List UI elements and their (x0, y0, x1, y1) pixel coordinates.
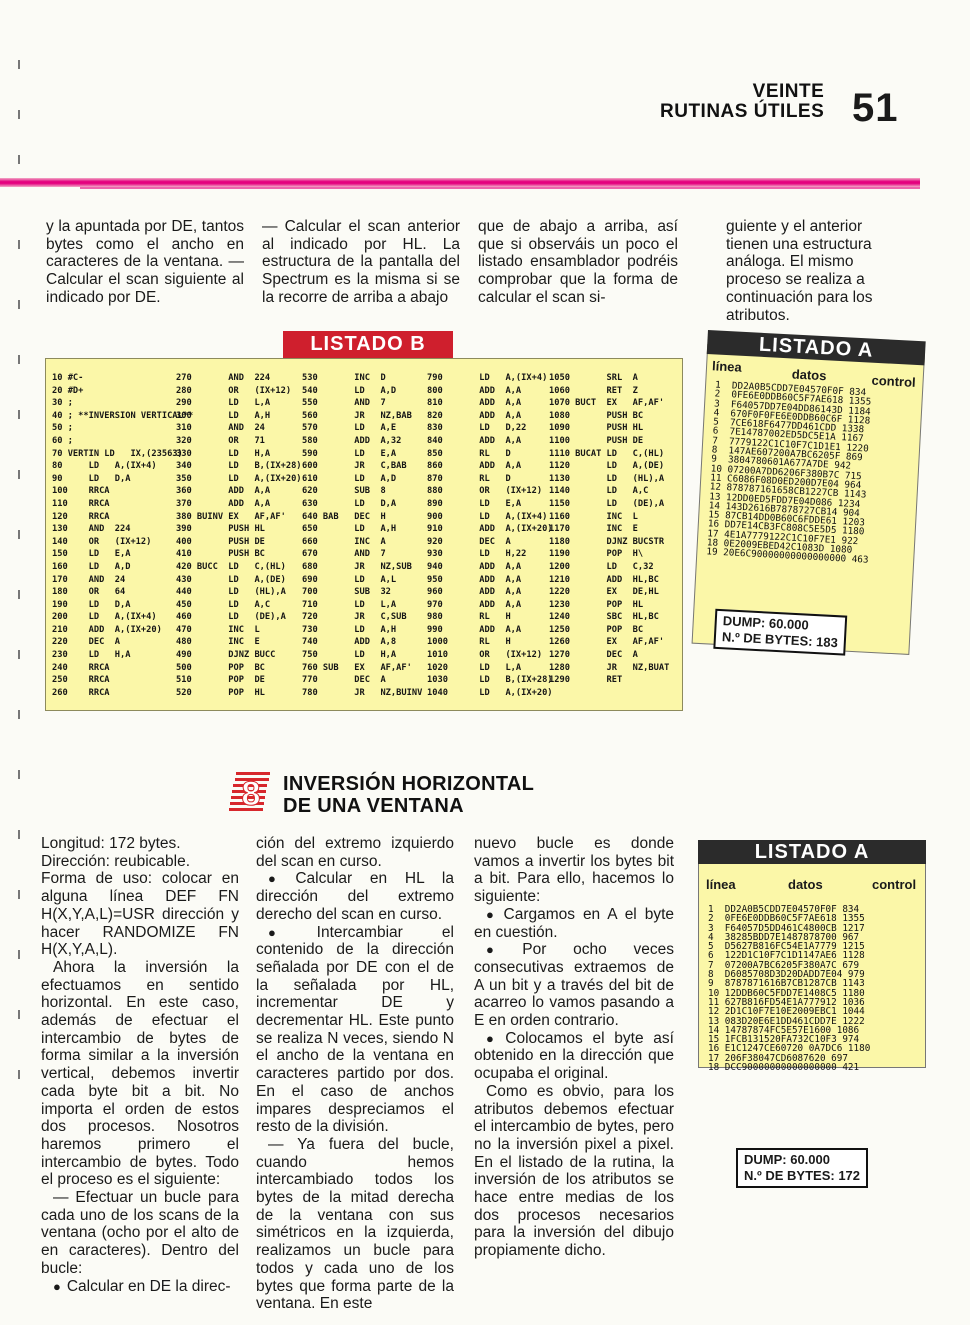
listado-b-title: LISTADO B (283, 331, 453, 358)
listado-a-top-bytes-label: N.º DE BYTES: 183 (721, 629, 839, 651)
listado-a-bottom-title: LISTADO A (698, 840, 926, 864)
listado-a-top-datos-header: datos (791, 366, 827, 384)
listado-b-column-2: 270 AND 224 280 OR (IX+12) 290 LD L,A 300 LD A,H 310 AND 24 320 OR 71 330 LD H,A 340 LD B,(IX+28) 350 LD A,(IX+20) 360 ADD A,A 370 ADD A,A 380 BUINV EX AF,AF' 390 PUSH HL 400 PUSH DE 410 PUSH BC 420 BUCC LD C,(HL) 430 LD A,(DE) 440 LD (HL),A 450 LD A,C 460 LD (DE),A 470 INC L 480 INC E 490 DJNZ BUCC 500 POP BC 510 POP DE 520 POP HL (176, 373, 302, 698)
body-column-1: Longitud: 172 bytes. Dirección: reubicable. Forma de uso: colocar en alguna línea DEF FN H(X,Y,A,L)=USR dirección y hacer RANDOMIZE FN H(X,Y,A,L). Ahora la inversión la efectuamos en sentido horizontal. En este caso, además de efectuar el intercambio de bytes de forma similar a la inversión vertical, debemos invertir cada byte bit a bit. No importa el orden de estos dos procesos. Nosotros haremos primero el intercambio de bytes. Todo el proceso es el siguiente: — Efectuar un bucle para cada uno de los scans de la ventana (ocho por el alto de en caracteres). Dentro del bucle: ● Calcular en DE la direc- (41, 835, 239, 1295)
listado-a-bottom-dump-label: DUMP: 60.000 (744, 1152, 830, 1167)
page-edge-marks (0, 0, 26, 1325)
section-title-line-2: DE UNA VENTANA (283, 795, 464, 817)
header-line-2: RUTINAS ÚTILES (660, 101, 825, 122)
listado-a-bottom-linea-header: línea (706, 877, 736, 892)
listado-a-bottom-datos-header: datos (788, 877, 823, 892)
listado-a-top-rows: 1 DD2A0B5CDD7E04570F0F 834 2 0FE6E0DDB60C5F7AE618 1355 3 F64057DD7E04DD86143D 1184 4 670F0F0FE6E0DDB60C6F 1128 5 7CE618F6477DD461CDD 1338 6 7E14787002ED5DC5E1A 1167 7 7779122C1C10F7C1D1E1 1220 8 147AE607200A7BC6205F 869 9 3804780601A677A7DE 942 10 07200A7DD6206F380B7C 715 11 C6086F08D0ED200D7E04 964 12 878787161658CB1227CB 1143 13 12DD0ED5FDD7E04D086 1234 14 143D2616B7878727CB14 904 15 87CB14DD0B60C6FDDE61 1203 16 DD7E14CB3FC808C5E5D5 1180 17 4E1A7779122C1C10F7E1 922 18 0E2009EBED42C1083D 1080 19 20E6C90000000000000000 463 (706, 379, 872, 567)
listado-b-column-3: 530 INC D 540 LD A,D 550 AND 7 560 JR NZ,BAB 570 LD A,E 580 ADD A,32 590 LD E,A 600 JR C,BAB 610 LD A,D 620 SUB 8 630 LD D,A 640 BAB DEC H 650 LD A,H 660 INC A 670 AND 7 680 JR NZ,SUB 690 LD A,L 700 SUB 32 710 LD L,A 720 JR C,SUB 730 LD A,H 740 ADD A,8 750 LD H,A 760 SUB EX AF,AF' 770 DEC A 780 JR NZ,BUINV (302, 373, 423, 698)
listado-a-top-dump (713, 609, 847, 656)
section-title (283, 773, 534, 817)
header-rule (0, 178, 920, 187)
listado-a-top-linea-header: línea (711, 358, 743, 375)
listado-b-column-1: 10 #C- 20 #D+ 30 ; 40 ; **INVERSION VERTICAL** 50 ; 60 ; 70 VERTIN LD IX,(23563) 80 LD A,(IX+4) 90 LD D,A 100 RRCA 110 RRCA 120 RRCA 130 AND 224 140 OR (IX+12) 150 LD E,A 160 LD A,D 170 AND 24 180 OR 64 190 LD D,A 200 LD A,(IX+4) 210 ADD A,(IX+20) 220 DEC A 230 LD H,A 240 RRCA 250 RRCA 260 RRCA (52, 373, 194, 698)
listado-a-bottom-dump (736, 1148, 868, 1188)
intro-column-3: que de abajo a arriba, así que si observáis un poco el listado ensamblador podréis comprobar que la forma de calcular el scan si- (478, 218, 678, 306)
intro-column-4: guiente y el anterior tienen una estructura análoga. El mismo proceso se realiza a continuación para los atributos. (726, 218, 873, 324)
listado-a-top-title: LISTADO A (707, 330, 926, 365)
header-rule-thin (80, 187, 920, 189)
intro-column-1: y la apuntada por DE, tantos bytes como el ancho en caracteres de la ventana. — Calcular el scan siguiente al indicado por DE. (46, 218, 244, 306)
body-column-3: nuevo bucle es donde vamos a invertir los bytes bit a bit. Para ello, hacemos lo siguiente: ● Cargamos en A el byte en cuestión. ● Por ocho veces consecutivas extraemos de A un bit y a través del bit de acarreo lo vamos pasando a E en orden contrario. ● Colocamos el byte así obtenido en la dirección que ocupaba el original. Como es obvio, para los atributos debemos efectuar el intercambio de bytes, pero no la inversión pixel a pixel. En el listado de la rutina, la inversión de los atributos se hace entre medias de los dos procesos necesarios para la inversión del dibujo propiamente dicho. (474, 835, 674, 1260)
listado-a-top-control-header: control (871, 372, 916, 390)
intro-column-2: — Calcular el scan anterior al indicado por HL. La estructura de la pantalla del Spectrum es la misma si se la recorre de arriba a abajo (262, 218, 460, 306)
listado-a-bottom-rows: 1 DD2A0B5CDD7E04570F0F 834 2 0FE6E0DDB60C5F7AE618 1355 3 F64057D5DD461C4800CB 1217 4 38285BDD7E1487878700 967 5 D5627B816FC54E1A7779 1215 6 122D1C10F7C1D1147AE6 1128 7 07200A7BC6205F380A7C 679 8 D6085708D3D20DADD7E04 979 9 8787871616B7CB1287CB 1143 10 12DDB60C5FDD7E1408C5 1180 11 627B816FD54E1A777912 1036 12 2D1C10F7E10E2009EBC1 1044 13 083D20E6E1DD461CDD7E 1222 14 14787874FC5E57E1600 1086 15 1FCB131520FA732C10F3 974 16 E1C1247CE60720 0A7DC6 1180 17 206F38047CD6087620 697 18 DCC90000000000000000 421 (708, 904, 871, 1074)
listado-a-bottom-control-header: control (872, 877, 917, 892)
section-number: 8 (241, 775, 261, 813)
listado-b-column-4: 790 LD A,(IX+4) 800 ADD A,A 810 ADD A,A 820 ADD A,A 830 LD D,22 840 ADD A,A 850 RL D 860 ADD A,A 870 RL D 880 OR (IX+12) 890 LD E,A 900 LD A,(IX+4) 910 ADD A,(IX+20) 920 DEC A 930 LD H,22 940 ADD A,A 950 ADD A,A 960 ADD A,A 970 ADD A,A 980 RL H 990 ADD A,A 1000 RL H 1010 OR (IX+12) 1020 LD L,A 1030 LD B,(IX+28) 1040 LD A,(IX+20) (427, 373, 553, 698)
section-number-icon (228, 770, 273, 816)
body-column-2: ción del extremo izquierdo del scan en curso. ● Calcular en HL la dirección del extremo derecho del scan en curso. ● Intercambiar el contenido de la dirección señalada por DE con el de la señalada por HL, incrementar DE y decrementar HL. Este punto se realiza N veces, siendo N el ancho de la ventana en caracteres partido por dos. En el caso de anchos impares despreciamos el resto de la división. — Ya fuera del bucle, cuando hemos intercambiado todos los bytes de la mitad derecha de la ventana con sus simétricos en la izquierda, realizamos un bucle para todos y cada uno de los bytes que forma parte de la ventana. En este (256, 835, 454, 1313)
header-line-1: VEINTE (752, 81, 825, 102)
listado-a-bottom-bytes-label: N.º DE BYTES: 172 (744, 1168, 861, 1183)
section-title-line-1: INVERSIÓN HORIZONTAL (283, 773, 535, 795)
page-number: 51 (852, 86, 899, 130)
running-header (660, 82, 824, 122)
listado-b-column-5: 1050 SRL A 1060 RET Z 1070 BUCT EX AF,AF' 1080 PUSH BC 1090 PUSH HL 1100 PUSH DE 1110 BUCAT LD C,(HL) 1120 LD A,(DE) 1130 LD (HL),A 1140 LD A,C 1150 LD (DE),A 1160 INC L 1170 INC E 1180 DJNZ BUCSTR 1190 POP H\ 1200 LD C,32 1210 ADD HL,BC 1220 EX DE,HL 1230 POP HL 1240 SBC HL,BC 1250 POP BC 1260 EX AF,AF' 1270 DEC A 1280 JR NZ,BUAT 1290 RET (549, 373, 670, 686)
listado-a-top (690, 330, 926, 683)
listado-a-top-dump-label: DUMP: 60.000 (722, 613, 810, 633)
